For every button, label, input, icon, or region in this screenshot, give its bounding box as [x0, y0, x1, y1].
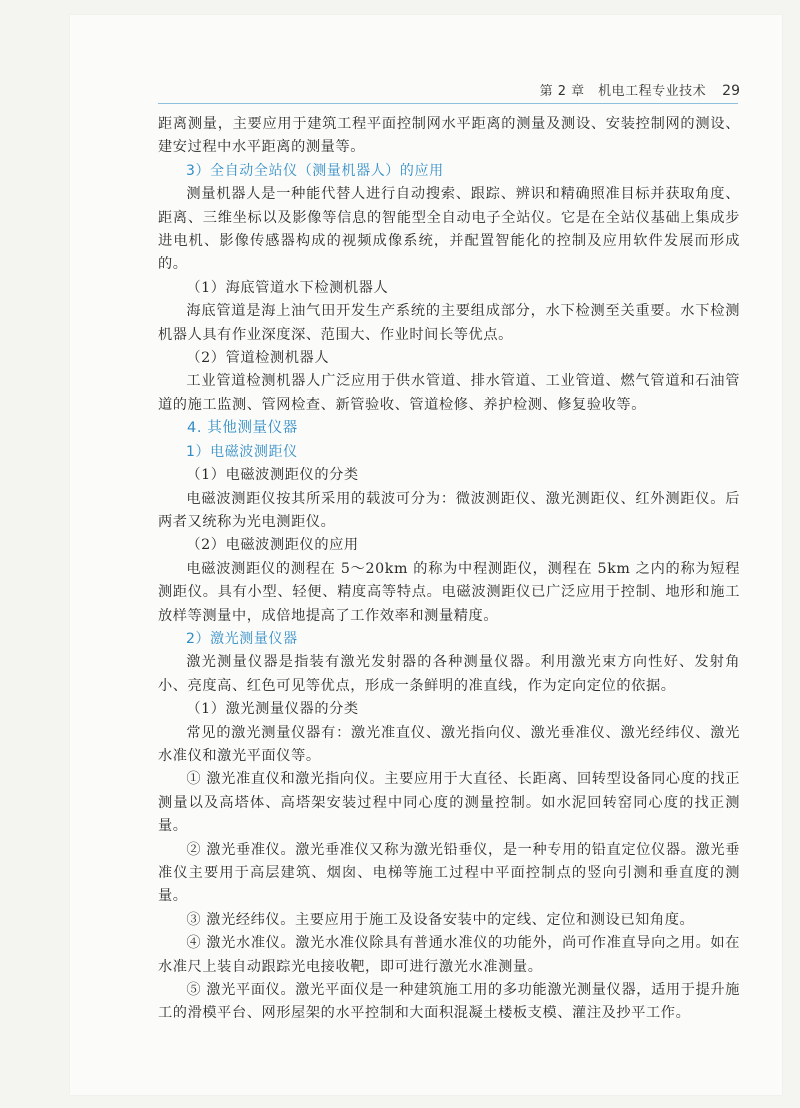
- paragraph: 电磁波测距仪按其所采用的载波可分为：微波测距仪、激光测距仪、红外测距仪。后两者又统称为光电测距仪。: [158, 490, 740, 530]
- subheading: （2）管道检测机器人: [186, 350, 330, 367]
- paragraph: 激光测量仪器是指装有激光发射器的各种测量仪器。利用激光束方向性好、发射角小、亮度高、红色可见等优点，形成一条鲜明的准直线，作为定向定位的依据。: [158, 654, 740, 694]
- heading-level3: 1）电磁波测距仪: [186, 443, 298, 460]
- list-item: ④ 激光水准仪。激光水准仪除具有普通水准仪的功能外，尚可作准直导向之用。如在水准尺上装自动跟踪光电接收靶，即可进行激光水准测量。: [158, 935, 740, 975]
- paragraph: 电磁波测距仪的测程在 5～20km 的称为中程测距仪，测程在 5km 之内的称为短程测距仪。具有小型、轻便、精度高等特点。电磁波测距仪已广泛应用于控制、地形和施工放样等测量中，成倍地提高了工作效率和测量精度。: [158, 560, 740, 624]
- list-item: ⑤ 激光平面仪。激光平面仪是一种建筑施工用的多功能激光测量仪器，适用于提升施工的滑模平台、网形屋架的水平控制和大面积混凝土楼板支模、灌注及抄平工作。: [158, 982, 740, 1022]
- subheading: （1）电磁波测距仪的分类: [186, 467, 359, 484]
- subheading: （1）激光测量仪器的分类: [186, 701, 359, 718]
- page-number: 29: [722, 83, 740, 99]
- heading-level3: 3）全自动全站仪（测量机器人）的应用: [186, 162, 444, 179]
- list-item: ① 激光准直仪和激光指向仪。主要应用于大直径、长距离、回转型设备同心度的找正测量以及高塔体、高塔架安装过程中同心度的测量控制。如水泥回转窑同心度的找正测量。: [158, 771, 740, 835]
- paragraph: 工业管道检测机器人广泛应用于供水管道、排水管道、工业管道、燃气管道和石油管道的施工监测、管网检查、新管验收、管道检修、养护检测、修复验收等。: [158, 373, 740, 413]
- body-text: [158, 113, 740, 1026]
- heading-level2: 4. 其他测量仪器: [187, 420, 298, 437]
- header-rule: [158, 103, 738, 104]
- list-item: ② 激光垂准仪。激光垂准仪又称为激光铅垂仪，是一种专用的铅直定位仪器。激光垂准仪主要用于高层建筑、烟囱、电梯等施工过程中平面控制点的竖向引测和垂直度的测量。: [158, 841, 740, 905]
- paragraph: 测量机器人是一种能代替人进行自动搜索、跟踪、辨识和精确照准目标并获取角度、距离、三维坐标以及影像等信息的智能型全自动电子全站仪。它是在全站仪基础上集成步进电机、影像传感器构成的视频成像系统，并配置智能化的控制及应用软件发展而形成的。: [158, 186, 740, 273]
- heading-level3: 2）激光测量仪器: [186, 630, 298, 647]
- chapter-title: 第 2 章 机电工程专业技术: [539, 84, 707, 99]
- paragraph: 海底管道是海上油气田开发生产系统的主要组成部分，水下检测至关重要。水下检测机器人具有作业深度深、范围大、作业时间长等优点。: [158, 303, 740, 343]
- list-item: ③ 激光经纬仪。主要应用于施工及设备安装中的定线、定位和测设已知角度。: [186, 911, 695, 928]
- subheading: （1）海底管道水下检测机器人: [186, 279, 389, 296]
- paragraph-continued: 距离测量，主要应用于建筑工程平面控制网水平距离的测量及测设、安装控制网的测设、建安过程中水平距离的测量等。: [158, 116, 740, 156]
- running-header: [90, 80, 740, 102]
- subheading: （2）电磁波测距仪的应用: [186, 537, 359, 554]
- paragraph: 常见的激光测量仪器有：激光准直仪、激光指向仪、激光垂准仪、激光经纬仪、激光水准仪和激光平面仪等。: [158, 724, 740, 764]
